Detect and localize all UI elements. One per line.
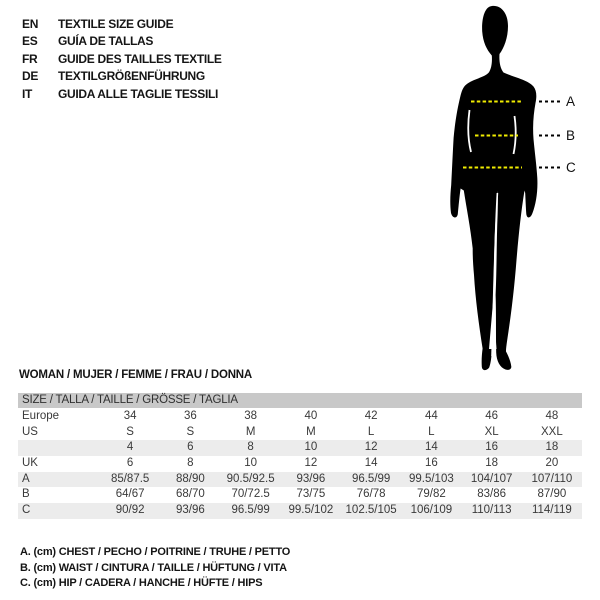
language-row-fr <box>22 50 222 68</box>
size-cell: 106/109 <box>410 504 453 517</box>
language-code: FR <box>22 51 38 66</box>
size-cell: 16 <box>424 457 438 470</box>
size-cell: 87/90 <box>537 488 567 501</box>
row-label: Europe <box>22 410 60 422</box>
size-cell: 85/87.5 <box>110 472 150 485</box>
language-title-block <box>22 15 222 103</box>
size-cell: 48 <box>545 410 559 422</box>
size-cell: M <box>306 425 316 438</box>
size-cell: 44 <box>424 410 438 422</box>
size-cell: 102.5/105 <box>345 504 397 517</box>
table-row <box>18 472 582 488</box>
size-cell: 99.5/102 <box>288 504 334 517</box>
size-cell: 70/72.5 <box>231 488 270 501</box>
size-cell: 14 <box>424 441 438 454</box>
size-cell: 93/96 <box>296 472 326 485</box>
size-cell: 46 <box>485 410 499 422</box>
row-label: A <box>22 472 30 485</box>
table-row <box>18 409 582 425</box>
size-cell: 96.5/99 <box>351 472 391 485</box>
marker-label-c: C <box>566 160 576 175</box>
language-code: IT <box>22 86 33 101</box>
legend-line: B. (cm) WAIST / CINTURA / TAILLE / HÜFTUNG / VITA <box>20 561 287 574</box>
row-label: C <box>22 504 31 517</box>
size-cell: 6 <box>126 457 134 470</box>
size-cell: L <box>367 425 375 438</box>
language-title: TEXTILGRÖßENFÜHRUNG <box>58 69 205 84</box>
language-row-de <box>22 68 222 86</box>
size-cell: 110/113 <box>471 504 512 517</box>
size-cell: 6 <box>187 441 194 454</box>
woman-silhouette-diagram <box>430 0 580 382</box>
size-cell: 93/96 <box>175 504 205 517</box>
language-code: ES <box>22 34 38 49</box>
size-cell: XXL <box>541 425 563 438</box>
language-row-es <box>22 33 222 51</box>
row-label: UK <box>22 457 38 470</box>
size-cell: 88/90 <box>175 472 205 485</box>
language-row-it <box>22 85 222 103</box>
size-cell: 76/78 <box>356 488 386 501</box>
size-cell: L <box>428 425 435 438</box>
size-cell: 10 <box>304 441 318 454</box>
size-cell: 12 <box>304 457 318 470</box>
size-cell: 96.5/99 <box>231 504 270 517</box>
size-cell: 107/110 <box>531 472 573 485</box>
size-cell: 12 <box>364 441 378 454</box>
marker-label-a: A <box>566 94 576 109</box>
language-row-en <box>22 15 222 33</box>
size-cell: 18 <box>545 441 559 454</box>
size-cell: 8 <box>187 457 194 470</box>
table-row <box>18 440 582 456</box>
language-code: DE <box>22 69 39 84</box>
size-cell: 16 <box>485 441 499 454</box>
size-cell: 4 <box>126 441 134 454</box>
size-cell: 42 <box>364 410 378 422</box>
language-title: GUIDA ALLE TAGLIE TESSILI <box>58 86 219 101</box>
marker-label-b: B <box>566 128 576 143</box>
size-cell: S <box>186 425 195 438</box>
size-cell: 79/82 <box>416 488 446 501</box>
size-table-header: SIZE / TALLA / TAILLE / GRÖSSE / TAGLIA <box>18 393 582 408</box>
size-cell: 68/70 <box>175 488 205 501</box>
size-cell: 36 <box>183 410 197 422</box>
size-cell: 38 <box>244 410 258 422</box>
size-cell: M <box>245 425 256 438</box>
size-cell: 114/119 <box>531 504 572 517</box>
table-row <box>18 503 582 519</box>
size-table <box>18 393 582 519</box>
language-title: TEXTILE SIZE GUIDE <box>58 16 174 31</box>
table-row <box>18 425 582 441</box>
row-label: US <box>22 425 38 438</box>
size-cell: 18 <box>485 457 499 470</box>
row-label <box>18 440 100 456</box>
size-cell: 20 <box>545 457 559 470</box>
language-title: GUIDE DES TAILLES TEXTILE <box>58 51 222 66</box>
legend-line: C. (cm) HIP / CADERA / HANCHE / HÜFTE / HIPS <box>20 577 263 590</box>
size-cell: 90/92 <box>115 504 145 517</box>
size-cell: 73/75 <box>296 488 326 501</box>
size-cell: XL <box>484 425 499 438</box>
size-cell: 8 <box>247 441 254 454</box>
language-title: GUÍA DE TALLAS <box>58 34 154 49</box>
row-label: B <box>22 488 30 501</box>
size-cell: 83/86 <box>477 488 507 501</box>
measurement-legend <box>20 545 290 592</box>
table-row <box>18 456 582 472</box>
table-row <box>18 487 582 503</box>
legend-line: A. (cm) CHEST / PECHO / POITRINE / TRUHE / PETTO <box>20 546 291 558</box>
body-measurement-figure <box>430 0 580 382</box>
size-cell: 14 <box>364 457 378 470</box>
section-title-woman: WOMAN / MUJER / FEMME / FRAU / DONNA <box>19 369 253 381</box>
size-cell: 34 <box>123 410 137 422</box>
size-cell: 104/107 <box>470 472 513 485</box>
size-cell: S <box>126 425 134 438</box>
size-cell: 40 <box>304 410 318 422</box>
language-code: EN <box>22 16 39 31</box>
size-cell: 99.5/103 <box>408 472 454 485</box>
size-cell: 64/67 <box>115 488 145 501</box>
size-cell: 90.5/92.5 <box>226 472 275 485</box>
size-cell: 10 <box>244 457 258 470</box>
size-table-body <box>18 409 582 519</box>
